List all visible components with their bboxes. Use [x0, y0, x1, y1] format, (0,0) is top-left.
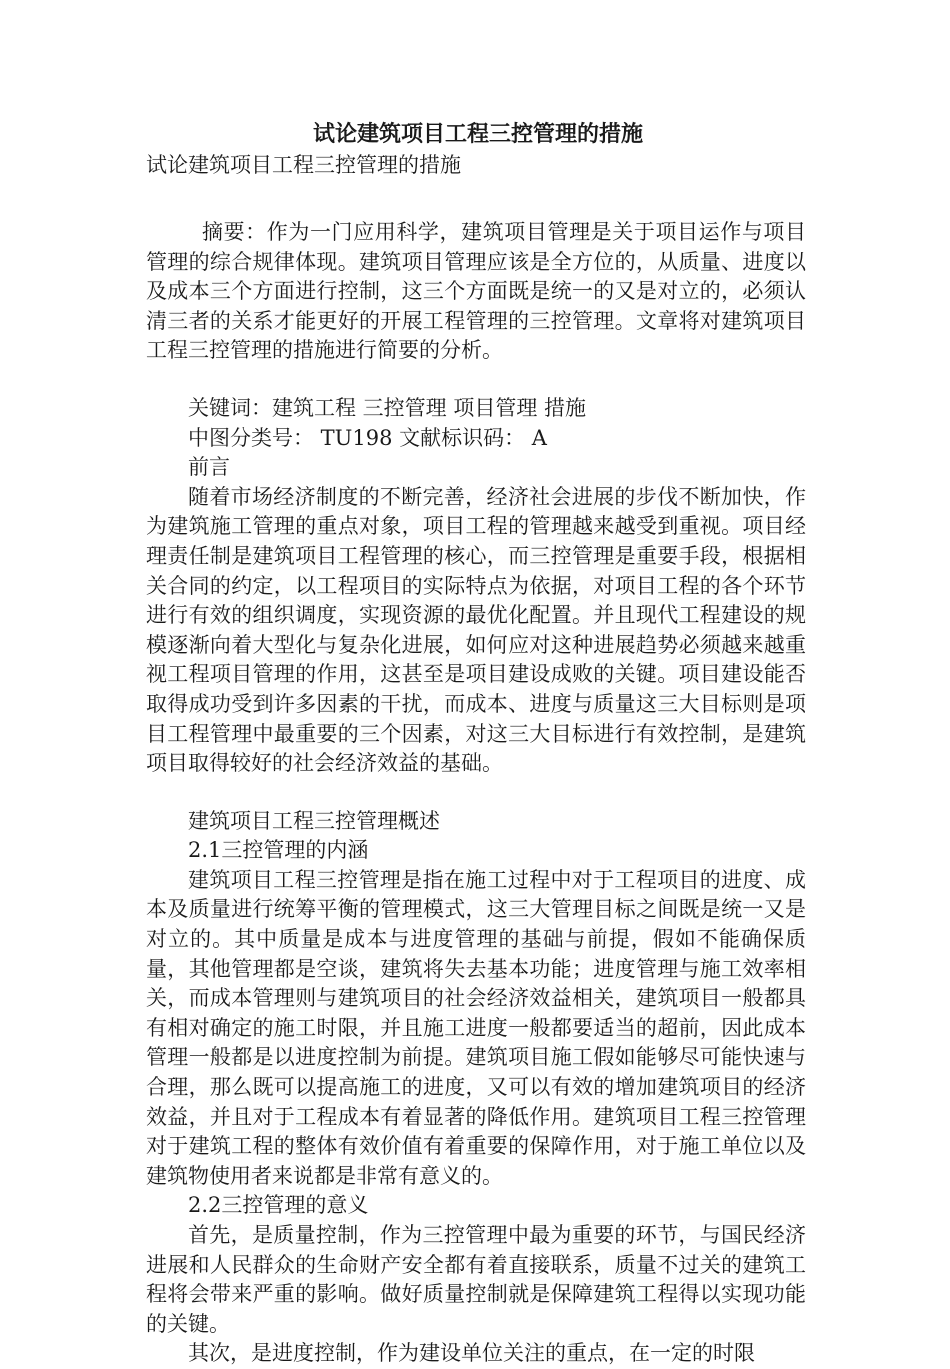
abstract-paragraph: 摘要：作为一门应用科学，建筑项目管理是关于项目运作与项目管理的综合规律体现。建筑项目管理应该是全方位的，从质量、进度以及成本三个方面进行控制，这三个方面既是统一的又是对立的，必须认清三者的关系才能更好的开展工程管理的三控管理。文章将对建筑项目工程三控管理的措施进行简要的分析。 — [146, 220, 806, 363]
document-page — [146, 118, 806, 1369]
classification-line: 中图分类号： TU198 文献标识码： A — [188, 425, 547, 450]
subsection-2-2-paragraph-2: 其次，是进度控制，作为建设单位关注的重点，在一定的时限 — [188, 1341, 755, 1366]
section-heading: 建筑项目工程三控管理概述 — [188, 808, 440, 833]
document-subtitle: 试论建筑项目工程三控管理的措施 — [146, 153, 461, 177]
subsection-heading-2-2: 2.2三控管理的意义 — [188, 1193, 369, 1218]
subsection-2-1-paragraph: 建筑项目工程三控管理是指在施工过程中对于工程项目的进度、成本及质量进行统筹平衡的管理模式，这三大管理目标之间既是统一又是对立的。其中质量是成本与进度管理的基础与前提，假如不能确保质量，其他管理都是空谈，建筑将失去基本功能；进度管理与施工效率相关，而成本管理则与建筑项目的社会经济效益相关，建筑项目一般都具有相对确定的施工时限，并且施工进度一般都要适当的超前，因此成本管理一般都是以进度控制为前提。建筑项目施工假如能够尽可能快速与合理，那么既可以提高施工的进度，又可以有效的增加建筑项目的经济效益，并且对于工程成本有着显著的降低作用。建筑项目工程三控管理对于建筑工程的整体有效价值有着重要的保障作用，对于施工单位以及建筑物使用者来说都是非常有意义的。 — [146, 867, 806, 1188]
keywords-line: 关键词：建筑工程 三控管理 项目管理 措施 — [188, 395, 587, 420]
subsection-2-2-paragraph-1: 首先，是质量控制，作为三控管理中最为重要的环节，与国民经济进展和人民群众的生命财产安全都有着直接联系，质量不过关的建筑工程将会带来严重的影响。做好质量控制就是保障建筑工程得以实现功能的关键。 — [146, 1223, 806, 1336]
preface-heading: 前言 — [188, 455, 230, 480]
preface-paragraph: 随着市场经济制度的不断完善，经济社会进展的步伐不断加快，作为建筑施工管理的重点对象，项目工程的管理越来越受到重视。项目经理责任制是建筑项目工程管理的核心，而三控管理是重要手段，根据相关合同的约定，以工程项目的实际特点为依据，对项目工程的各个环节进行有效的组织调度，实现资源的最优化配置。并且现代工程建设的规模逐渐向着大型化与复杂化进展，如何应对这种进展趋势必须越来越重视工程项目管理的作用，这甚至是项目建设成败的关键。项目建设能否取得成功受到许多因素的干扰，而成本、进度与质量这三大目标则是项目工程管理中最重要的三个因素，对这三大目标进行有效控制，是建筑项目取得较好的社会经济效益的基础。 — [146, 484, 806, 776]
document-title: 试论建筑项目工程三控管理的措施 — [312, 121, 643, 147]
subsection-heading-2-1: 2.1三控管理的内涵 — [188, 838, 369, 863]
